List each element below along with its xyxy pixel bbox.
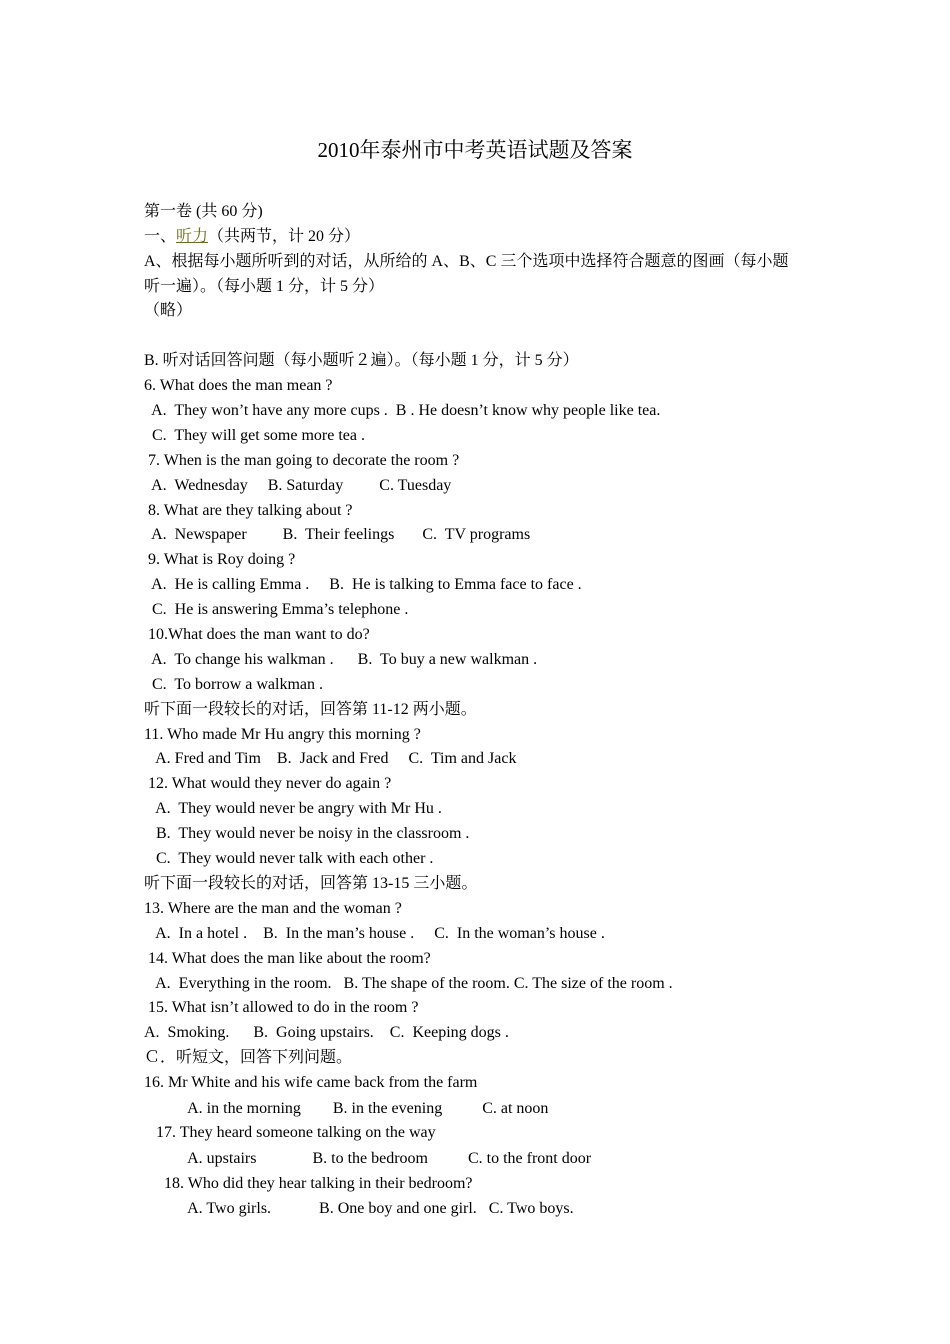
section-header-volume1: 第一卷 (共 60 分) (144, 203, 263, 220)
options-line: A. in the morning B. in the evening C. at noon (144, 1100, 549, 1117)
instruction-line: A、根据每小题所听到的对话，从所给的 A、B、C 三个选项中选择符合题意的图画（每小题 (144, 253, 789, 270)
options-line: C. They will get some more tea . (144, 427, 365, 444)
instruction-line: Ｃ．听短文，回答下列问题。 (144, 1049, 353, 1066)
options-line: C. To borrow a walkman . (144, 676, 323, 693)
options-line: A. Smoking. B. Going upstairs. C. Keeping dogs . (144, 1024, 509, 1041)
question-line: 7. When is the man going to decorate the room ? (144, 452, 460, 469)
question-line: 18. Who did they hear talking in their bedroom? (144, 1175, 473, 1192)
section-header-listening (144, 225, 360, 249)
omitted-note: （略） (144, 302, 193, 319)
options-line: C. They would never talk with each other . (144, 850, 434, 867)
options-line: A. Everything in the room. B. The shape of the room. C. The size of the room . (144, 975, 673, 992)
options-line: A. In a hotel . B. In the man’s house . C. In the woman’s house . (144, 925, 605, 942)
question-line: 17. They heard someone talking on the way (144, 1124, 436, 1141)
section-number: 一、 (144, 228, 177, 245)
options-line: A. To change his walkman . B. To buy a new walkman . (144, 651, 538, 668)
options-line: A. They would never be angry with Mr Hu . (144, 800, 442, 817)
options-line: C. He is answering Emma’s telephone . (144, 601, 409, 618)
options-line: B. They would never be noisy in the classroom . (144, 825, 470, 842)
instruction-line: 听下面一段较长的对话，回答第 13-15 三小题。 (144, 875, 478, 892)
options-line: A. They won’t have any more cups . B . He doesn’t know why people like tea. (144, 402, 661, 419)
options-line: A. Two girls. B. One boy and one girl. C. Two boys. (144, 1200, 574, 1217)
question-line: 10.What does the man want to do? (144, 626, 370, 643)
instruction-line: B. 听对话回答问题（每小题听２遍）。（每小题 1 分，计 5 分） (144, 352, 579, 369)
options-line: A. He is calling Emma . B. He is talking to Emma face to face . (144, 576, 582, 593)
question-line: 12. What would they never do again ? (144, 775, 392, 792)
question-line: 14. What does the man like about the room? (144, 950, 431, 967)
listening-link[interactable]: 听力 (176, 228, 209, 245)
instruction-line: 听下面一段较长的对话，回答第 11-12 两小题。 (144, 701, 477, 718)
options-line: A. Wednesday B. Saturday C. Tuesday (144, 477, 452, 494)
question-line: 13. Where are the man and the woman ? (144, 900, 402, 917)
document-title: 2010年泰州市中考英语试题及答案 (317, 138, 633, 162)
question-line: 9. What is Roy doing ? (144, 551, 296, 568)
question-line: 16. Mr White and his wife came back from the farm (144, 1074, 478, 1091)
options-line: A. upstairs B. to the bedroom C. to the front door (144, 1150, 592, 1167)
question-line: 15. What isn’t allowed to do in the room ? (144, 999, 419, 1016)
question-line: 6. What does the man mean ? (144, 377, 333, 394)
section-score: （共两节，计 20 分） (208, 228, 361, 245)
question-line: 8. What are they talking about ? (144, 502, 353, 519)
options-line: A. Newspaper B. Their feelings C. TV programs (144, 526, 531, 543)
options-line: A. Fred and Tim B. Jack and Fred C. Tim and Jack (144, 750, 517, 767)
instruction-line: 听一遍）。（每小题 1 分，计 5 分） (144, 278, 385, 295)
question-line: 11. Who made Mr Hu angry this morning ? (144, 726, 421, 743)
